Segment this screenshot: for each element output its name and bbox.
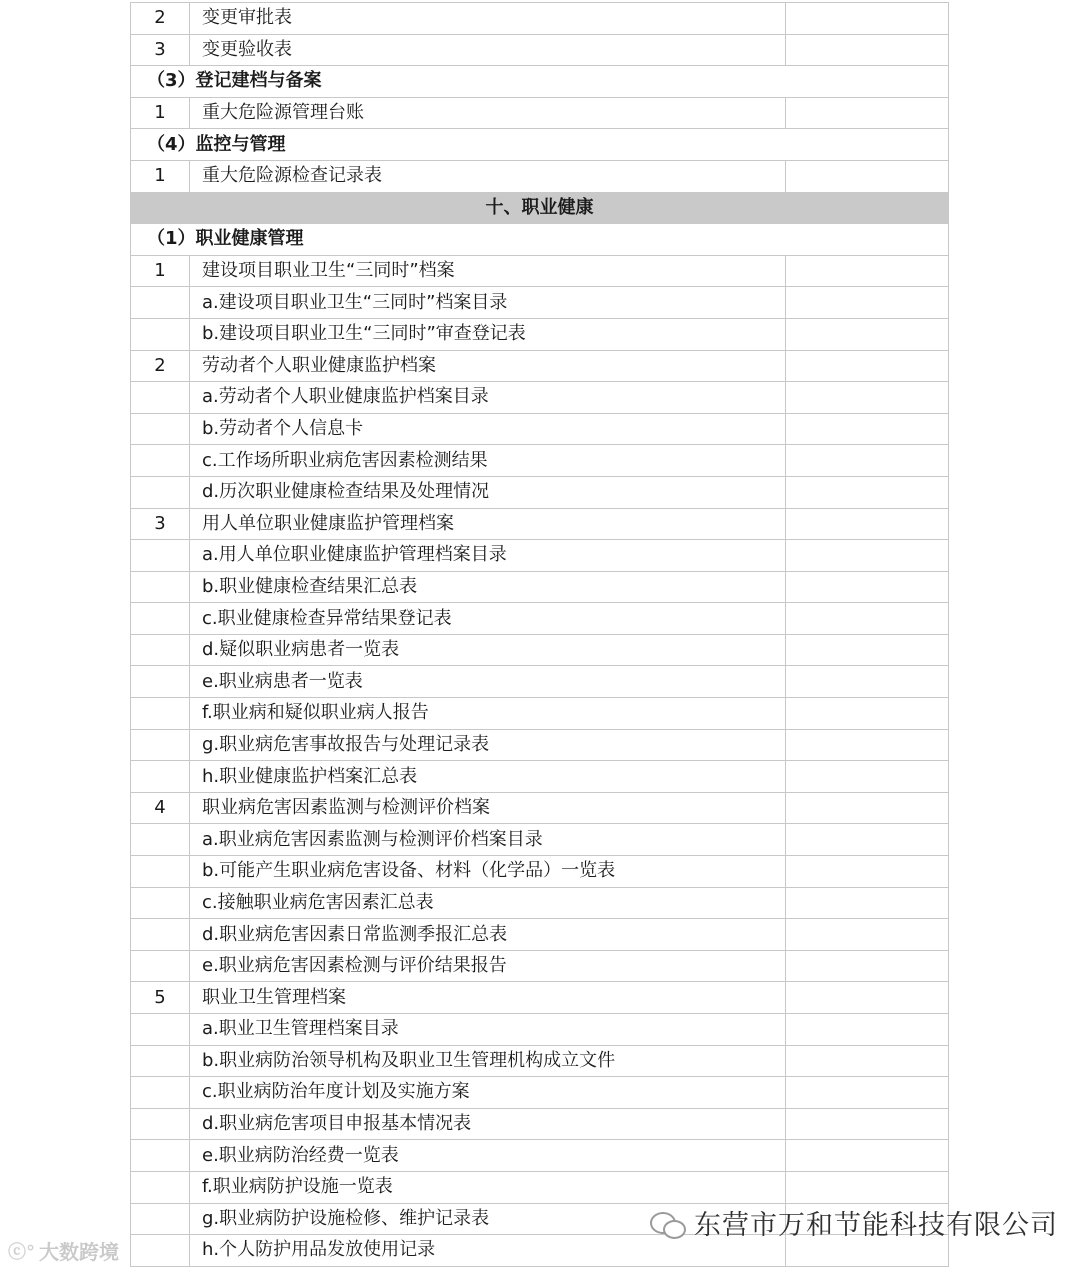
row-title: c.接触职业病危害因素汇总表 [190, 887, 786, 919]
table-row [131, 982, 949, 1014]
row-number [131, 1108, 190, 1140]
row-number: 3 [131, 508, 190, 540]
row-number [131, 1014, 190, 1046]
row-title: c.职业病防治年度计划及实施方案 [190, 1077, 786, 1109]
table-row [131, 666, 949, 698]
row-blank-cell [786, 1140, 949, 1172]
row-title: a.用人单位职业健康监护管理档案目录 [190, 540, 786, 572]
row-blank-cell [786, 856, 949, 888]
row-blank-cell [786, 792, 949, 824]
table-row [131, 603, 949, 635]
row-number [131, 382, 190, 414]
table-row [131, 476, 949, 508]
logo-mark-icon: ⓒ° [8, 1241, 35, 1263]
row-blank-cell [786, 761, 949, 793]
subsection-heading: （4）监控与管理 [131, 129, 949, 161]
table-row [131, 34, 949, 66]
row-blank-cell [786, 3, 949, 35]
row-number [131, 887, 190, 919]
row-number [131, 1077, 190, 1109]
row-blank-cell [786, 919, 949, 951]
row-number [131, 413, 190, 445]
row-title: e.职业病防治经费一览表 [190, 1140, 786, 1172]
row-blank-cell [786, 1045, 949, 1077]
table-row [131, 255, 949, 287]
row-number [131, 1140, 190, 1172]
row-blank-cell [786, 950, 949, 982]
row-number [131, 540, 190, 572]
row-blank-cell [786, 634, 949, 666]
row-title: 劳动者个人职业健康监护档案 [190, 350, 786, 382]
subsection-heading: （1）职业健康管理 [131, 224, 949, 256]
row-title: 用人单位职业健康监护管理档案 [190, 508, 786, 540]
row-title: 建设项目职业卫生“三同时”档案 [190, 255, 786, 287]
row-number [131, 950, 190, 982]
row-title: b.建设项目职业卫生“三同时”审查登记表 [190, 318, 786, 350]
section-banner-row [131, 192, 949, 224]
row-blank-cell [786, 982, 949, 1014]
row-number: 1 [131, 160, 190, 192]
row-number [131, 856, 190, 888]
row-blank-cell [786, 729, 949, 761]
table-row [131, 287, 949, 319]
row-blank-cell [786, 34, 949, 66]
subsection-row [131, 224, 949, 256]
row-number [131, 318, 190, 350]
table-row [131, 382, 949, 414]
row-title: b.职业病防治领导机构及职业卫生管理机构成立文件 [190, 1045, 786, 1077]
row-blank-cell [786, 1077, 949, 1109]
row-blank-cell [786, 666, 949, 698]
row-blank-cell [786, 255, 949, 287]
table-row [131, 413, 949, 445]
table-row [131, 887, 949, 919]
row-number [131, 1045, 190, 1077]
document-table [130, 2, 949, 1267]
row-number: 5 [131, 982, 190, 1014]
row-number [131, 1203, 190, 1235]
row-blank-cell [786, 1171, 949, 1203]
table-row [131, 3, 949, 35]
row-title: c.职业健康检查异常结果登记表 [190, 603, 786, 635]
table-row [131, 508, 949, 540]
row-title: f.职业病防护设施一览表 [190, 1171, 786, 1203]
row-number [131, 1171, 190, 1203]
table-row [131, 824, 949, 856]
row-title: a.职业病危害因素监测与检测评价档案目录 [190, 824, 786, 856]
row-title: f.职业病和疑似职业病人报告 [190, 698, 786, 730]
table-row [131, 634, 949, 666]
table-row [131, 571, 949, 603]
table-row [131, 729, 949, 761]
table-row [131, 1108, 949, 1140]
row-title: 变更验收表 [190, 34, 786, 66]
row-blank-cell [786, 382, 949, 414]
row-number [131, 287, 190, 319]
table-body [131, 3, 949, 1267]
row-blank-cell [786, 603, 949, 635]
row-title: b.可能产生职业病危害设备、材料（化学品）一览表 [190, 856, 786, 888]
row-title: b.职业健康检查结果汇总表 [190, 571, 786, 603]
row-number [131, 698, 190, 730]
row-title: d.职业病危害因素日常监测季报汇总表 [190, 919, 786, 951]
wechat-icon [650, 1208, 686, 1238]
row-number [131, 634, 190, 666]
row-title: 变更审批表 [190, 3, 786, 35]
row-number: 1 [131, 255, 190, 287]
row-title: g.职业病危害事故报告与处理记录表 [190, 729, 786, 761]
table-row [131, 160, 949, 192]
row-number [131, 666, 190, 698]
row-number [131, 571, 190, 603]
row-title: c.工作场所职业病危害因素检测结果 [190, 445, 786, 477]
table-row [131, 1140, 949, 1172]
row-title: b.劳动者个人信息卡 [190, 413, 786, 445]
table-row [131, 1014, 949, 1046]
row-number [131, 476, 190, 508]
table-row [131, 761, 949, 793]
row-blank-cell [786, 1108, 949, 1140]
row-title: 职业卫生管理档案 [190, 982, 786, 1014]
row-number [131, 1235, 190, 1267]
row-title: d.历次职业健康检查结果及处理情况 [190, 476, 786, 508]
row-blank-cell [786, 824, 949, 856]
row-number [131, 729, 190, 761]
row-blank-cell [786, 318, 949, 350]
table-row [131, 856, 949, 888]
row-blank-cell [786, 413, 949, 445]
row-blank-cell [786, 540, 949, 572]
row-title: e.职业病患者一览表 [190, 666, 786, 698]
row-blank-cell [786, 97, 949, 129]
row-number [131, 603, 190, 635]
table-row [131, 919, 949, 951]
row-number [131, 445, 190, 477]
table-row [131, 445, 949, 477]
row-blank-cell [786, 508, 949, 540]
company-name: 东营市万和节能科技有限公司 [694, 1210, 1058, 1241]
row-number: 1 [131, 97, 190, 129]
row-number: 2 [131, 3, 190, 35]
row-blank-cell [786, 887, 949, 919]
row-title: 重大危险源管理台账 [190, 97, 786, 129]
subsection-heading: （3）登记建档与备案 [131, 66, 949, 98]
row-title: g.职业病防护设施检修、维护记录表 [190, 1203, 786, 1235]
row-blank-cell [786, 160, 949, 192]
row-blank-cell [786, 445, 949, 477]
row-blank-cell [786, 350, 949, 382]
row-title: 职业病危害因素监测与检测评价档案 [190, 792, 786, 824]
watermark-right [650, 1203, 1058, 1242]
row-blank-cell [786, 476, 949, 508]
watermark-left [8, 1236, 119, 1265]
row-number: 4 [131, 792, 190, 824]
row-blank-cell [786, 1014, 949, 1046]
subsection-row [131, 66, 949, 98]
table-row [131, 1077, 949, 1109]
table-row [131, 350, 949, 382]
table-row [131, 950, 949, 982]
table-row [131, 318, 949, 350]
row-number: 3 [131, 34, 190, 66]
table-row [131, 1045, 949, 1077]
row-title: a.建设项目职业卫生“三同时”档案目录 [190, 287, 786, 319]
row-blank-cell [786, 698, 949, 730]
row-number [131, 919, 190, 951]
row-title: 重大危险源检查记录表 [190, 160, 786, 192]
table-row [131, 540, 949, 572]
table-row [131, 1171, 949, 1203]
row-number: 2 [131, 350, 190, 382]
subsection-row [131, 129, 949, 161]
row-title: a.职业卫生管理档案目录 [190, 1014, 786, 1046]
row-number [131, 824, 190, 856]
row-title: a.劳动者个人职业健康监护档案目录 [190, 382, 786, 414]
section-banner: 十、职业健康 [131, 192, 949, 224]
table-row [131, 698, 949, 730]
row-number [131, 761, 190, 793]
row-title: d.疑似职业病患者一览表 [190, 634, 786, 666]
row-title: d.职业病危害项目申报基本情况表 [190, 1108, 786, 1140]
table-row [131, 97, 949, 129]
row-blank-cell [786, 287, 949, 319]
table-row [131, 792, 949, 824]
row-title: e.职业病危害因素检测与评价结果报告 [190, 950, 786, 982]
watermark-left-text: 大数跨境 [39, 1240, 119, 1264]
row-blank-cell [786, 571, 949, 603]
row-title: h.职业健康监护档案汇总表 [190, 761, 786, 793]
row-title: h.个人防护用品发放使用记录 [190, 1235, 786, 1267]
